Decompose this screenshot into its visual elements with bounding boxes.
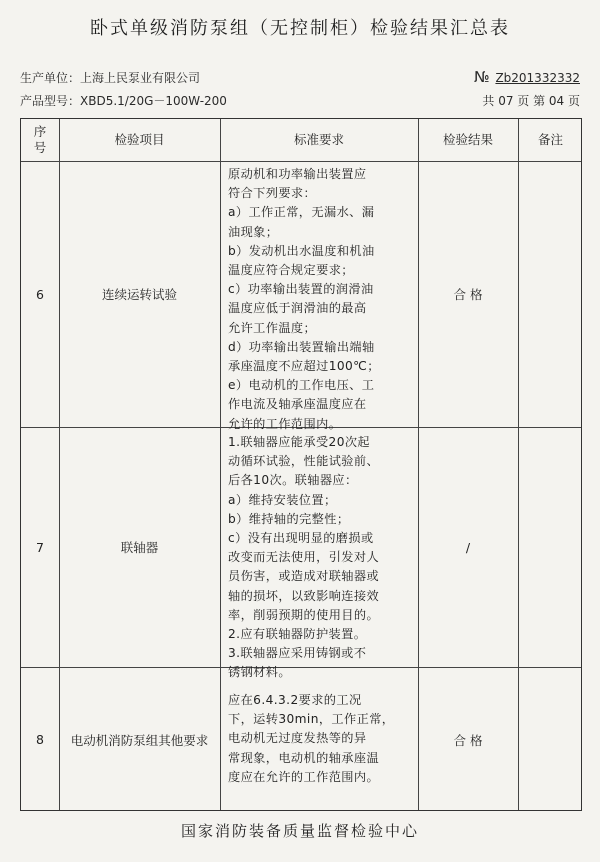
row-8-standard: 应在6.4.3.2要求的工况 下，运转30min，工作正常， 电动机无过度发热等的异 常现象，电动机的轴承座温 度应在允许的工作范围内。 — [228, 693, 395, 784]
row-6-result: 合 格 — [453, 287, 483, 302]
row-8-result: 合 格 — [453, 732, 483, 748]
row-7-seq: 7 — [36, 539, 44, 555]
number-mark: № — [474, 68, 490, 86]
row-6-seq: 6 — [36, 286, 44, 302]
header-item: 检验项目 — [114, 132, 165, 147]
row-7-standard: 1.联轴器应能承受20次起 动循环试验，性能试验前、 后各10次。联轴器应： a）维持安装位置； b）维持轴的完整性； c）没有出现明显的磨损或 改变而无法使用，引发对人 员伤害，或造成对联轴器或 轴的损坏，以致影响连接效 率，削弱预期的使用目的。 2.应有联轴器防护装置。 3.联轴器应采用铸钢或不 锈钢材料。 — [228, 435, 380, 680]
manufacturer-value: 上海上民泵业有限公司 — [80, 71, 201, 85]
header-result: 检验结果 — [442, 132, 493, 147]
row-7-item: 联轴器 — [120, 540, 159, 555]
row-8-seq: 8 — [36, 732, 44, 747]
header-seq: 序 号 — [33, 124, 47, 155]
serial-number: Zb201332332 — [495, 71, 580, 85]
row-8-item: 电动机消防泵组其他要求 — [70, 732, 209, 748]
serial-field — [474, 68, 580, 86]
row-7-result: / — [465, 539, 471, 555]
manufacturer-label: 生产单位： — [20, 71, 81, 85]
row-6-item: 连续运转试验 — [101, 287, 177, 302]
row-7-remark — [518, 427, 583, 667]
model-label: 产品型号： — [20, 94, 81, 108]
model-field — [20, 92, 227, 109]
header-remark: 备注 — [537, 132, 563, 147]
issuer-name: 国家消防装备质量监督检验中心 — [180, 822, 419, 840]
manufacturer-field — [20, 69, 200, 86]
row-8-remark — [518, 667, 583, 812]
row-6-standard: 原动机和功率输出装置应 符合下列要求： a）工作正常，无漏水、漏 油现象； b）发动机出水温度和机油 温度应符合规定要求； c）功率输出装置的润滑油 温度应低于润滑油的最高 允许工作温度； d）功率输出装置输出端轴 承座温度不应超过100℃； e）电动机的工作电压、工 作电流及轴承座温度应在 允许的工作范围内。 — [228, 167, 380, 431]
meta-row-manufacturer — [20, 68, 580, 86]
model-value: XBD5.1/20G－100W-200 — [80, 94, 227, 108]
header-standard: 标准要求 — [293, 132, 344, 147]
results-table — [20, 118, 582, 811]
report-title: 卧式单级消防泵组（无控制柜）检验结果汇总表 — [90, 18, 510, 39]
row-6-remark — [518, 161, 583, 427]
page-count: 共 07 页 第 04 页 — [482, 94, 580, 108]
meta-row-model — [20, 92, 580, 109]
